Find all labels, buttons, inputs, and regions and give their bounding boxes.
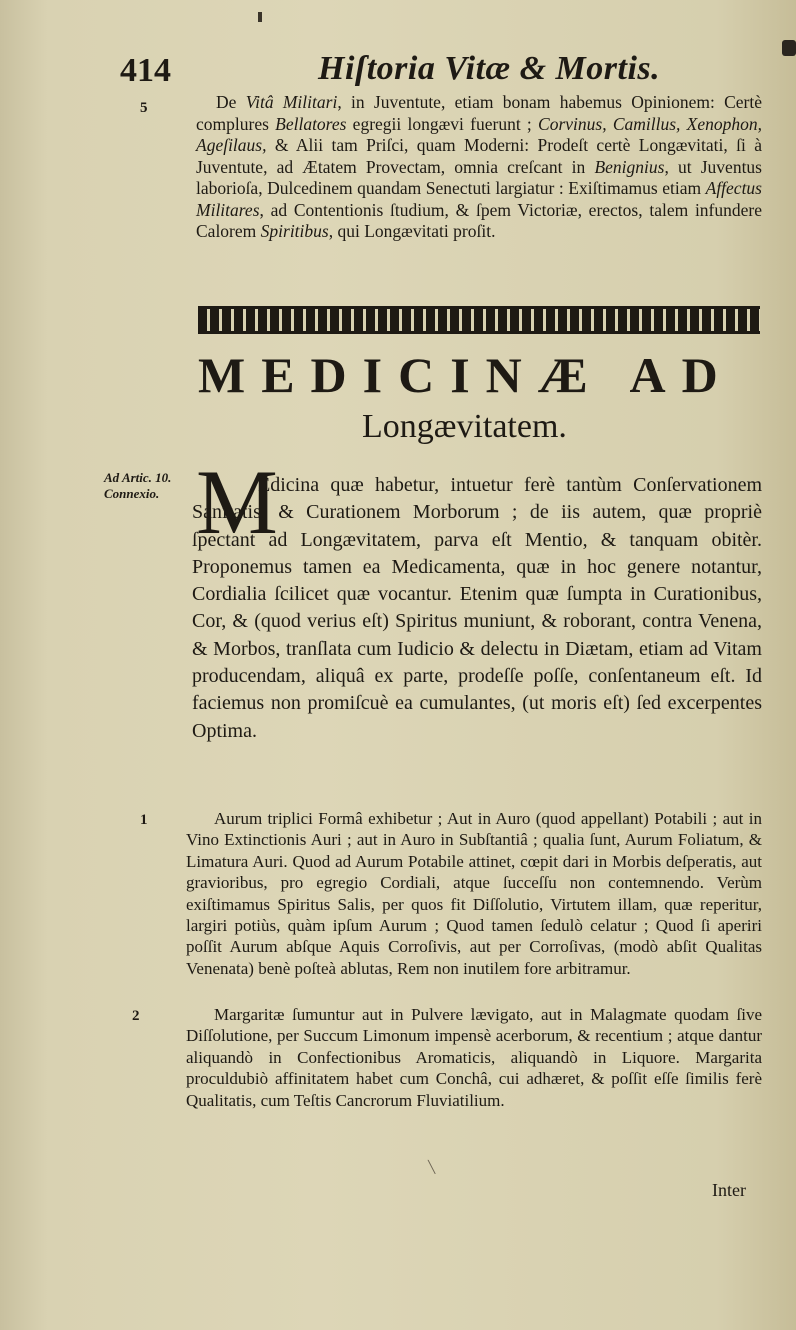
- section-heading: MEDICINÆ AD: [198, 347, 734, 403]
- paragraph-vita-militari: De Vitâ Militari, in Juventute, etiam bonam habemus Opinionem: Certè complures Bellatores egregii longævi fuerunt ; Corvinus, Camillus, Xenophon, Ageſilaus, & Alii tam Priſci, quam Moderni: Prodeſt certè Longævitati, ſi à Juventute, ad Ætatem Provectam, omnia creſcant in Benignius, ut Juventus laborioſa, Dulcedinem quandam Senectuti largiatur : Exiſtimamus etiam Affectus Militares, ad Contentionis ſtudium, & ſpem Victoriæ, erectos, talem infundere Calorem Spiritibus, qui Longævitati proſit.: [196, 92, 762, 241]
- paragraph-aurum: Aurum triplici Formâ exhibetur ; Aut in Auro (quod appellant) Potabili ; aut in Vino Extinctionis Auri ; aut in Auro in Subſtantiâ ; qualia ſunt, Aurum Foliatum, & Limatura Auri. Quod ad Aurum Potabile attinet, cœpit dari in Morbis deſperatis, aut gravioribus, pro egregio Cordiali, atque ſucceſſu non contemnendo. Verùm exiſtimamus Spiritus Salis, per quos fit Diſſolutio, Virtutem illam, quæ reperitur, largiri potiùs, quàm ipſum Aurum ; Quod tamen ſedulò celatur ; Quod ſi aperiri poſſit Aurum abſque Aquis Corroſivis, aut per Corroſivas, (modò abſit Qualitas Venenata) benè poſteà ablutas, Rem non inutilem fore arbitramur.: [186, 809, 762, 978]
- drop-capital: M: [196, 451, 278, 553]
- page-edge-mark: [782, 40, 796, 56]
- page-number: 414: [120, 52, 171, 89]
- margin-number-1: 1: [140, 812, 148, 828]
- running-title: Hiſtoria Vitæ & Mortis.: [318, 50, 661, 87]
- stray-mark: ╲: [428, 1160, 436, 1174]
- marginal-note-line-2: Connexio.: [104, 486, 160, 501]
- marginal-note-line-1: Ad Artic. 10.: [104, 470, 172, 485]
- paragraph-medicina: Edicina quæ habetur, intuetur ferè tantùm Conſervationem Sanitatis, & Curationem Morborum ; de iis autem, quæ propriè ſpectant ad Longævitatem, parva eſt Mentio, & tanquam obitèr. Proponemus tamen ea Medicamenta, quæ in hoc genere notantur, Cordialia ſcilicet quæ vocantur. Etenim quæ ſumpta in Curationibus, Cor, & (quod verius eſt) Spiritus muniunt, & roborant, contra Venena, & Morbos, tranſlata cum Iudicio & delectu in Diætam, etiam ad Vitam producendam, aliquâ ex parte, prodeſſe poſſe, conſentaneum eſt. Id faciemus non promiſcuè ea cumulantes, (ut moris eſt) ſed excerpentes Optima.: [192, 474, 762, 742]
- section-subheading: Longævitatem.: [362, 408, 567, 445]
- top-tick-mark: [258, 12, 262, 22]
- margin-number-5: 5: [140, 100, 148, 116]
- margin-number-2: 2: [132, 1008, 140, 1024]
- catchword: Inter: [712, 1180, 746, 1200]
- ornamental-border: [198, 306, 760, 334]
- paragraph-margaritae: Margaritæ ſumuntur aut in Pulvere lævigato, aut in Malagmate quodam ſive Diſſolutione, per Succum Limonum impensè acerborum, & recentium ; atque dantur aliquandò in Confectionibus Aromaticis, aliquandò in Liquore. Margarita proculdubiò affinitatem habet cum Conchâ, cui adhæret, & poſſit eſſe ſimilis ferè Qualitatis, cum Teſtis Cancrorum Fluviatilium.: [186, 1005, 762, 1110]
- marginal-note: [104, 470, 171, 502]
